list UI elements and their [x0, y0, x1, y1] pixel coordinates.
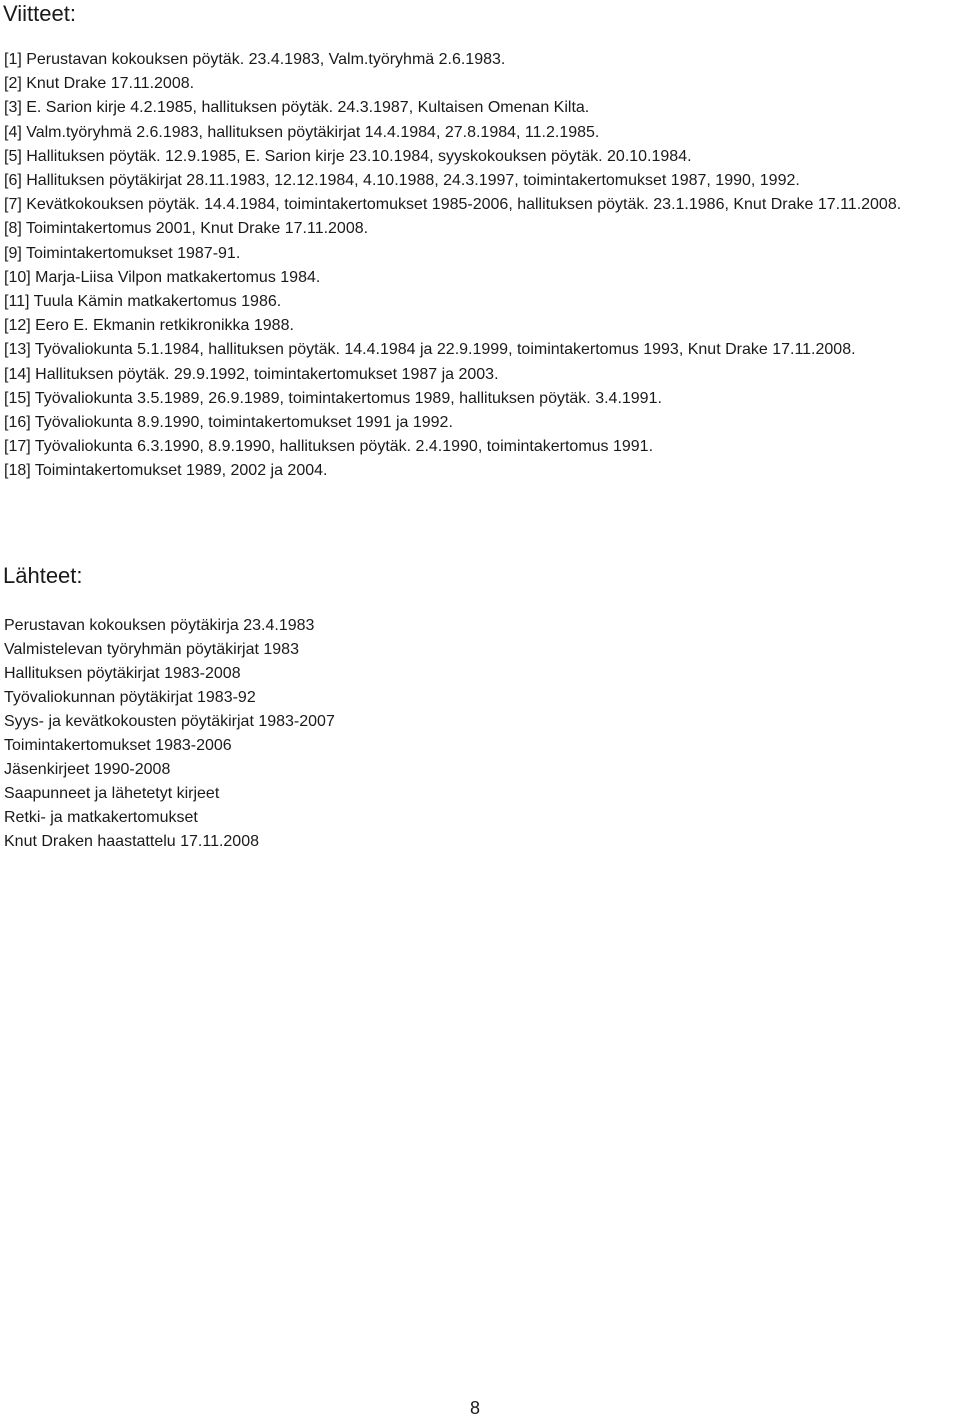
source-item: Hallituksen pöytäkirjat 1983-2008 — [4, 665, 241, 682]
source-item: Syys- ja kevätkokousten pöytäkirjat 1983-2007 — [4, 713, 335, 730]
reference-item: [2] Knut Drake 17.11.2008. — [4, 75, 195, 93]
source-item: Retki- ja matkakertomukset — [4, 809, 198, 826]
references-heading: Viitteet: — [3, 1, 76, 26]
reference-item: [6] Hallituksen pöytäkirjat 28.11.1983, 12.12.1984, 4.10.1988, 24.3.1997, toimintakertomukset 1987, 1990, 1992. — [4, 172, 800, 190]
sources-list — [4, 614, 904, 854]
reference-item: [13] Työvaliokunta 5.1.1984, hallituksen pöytäk. 14.4.1984 ja 22.9.1999, toimintakertomus 1993, Knut Drake 17.11.2008. — [4, 341, 856, 359]
source-item: Saapunneet ja lähetetyt kirjeet — [4, 785, 220, 802]
reference-item: [17] Työvaliokunta 6.3.1990, 8.9.1990, hallituksen pöytäk. 2.4.1990, toimintakertomus 1991. — [4, 438, 654, 456]
sources-heading: Lähteet: — [3, 563, 83, 588]
reference-item: [12] Eero E. Ekmanin retkikronikka 1988. — [4, 317, 294, 335]
reference-item: [15] Työvaliokunta 3.5.1989, 26.9.1989, toimintakertomus 1989, hallituksen pöytäk. 3.4.1991. — [4, 389, 662, 407]
reference-item: [14] Hallituksen pöytäk. 29.9.1992, toimintakertomukset 1987 ja 2003. — [4, 365, 499, 383]
reference-item: [3] E. Sarion kirje 4.2.1985, hallituksen pöytäk. 24.3.1987, Kultaisen Omenan Kilta. — [4, 99, 590, 117]
source-item: Työvaliokunnan pöytäkirjat 1983-92 — [4, 689, 256, 706]
reference-item: [1] Perustavan kokouksen pöytäk. 23.4.1983, Valm.työryhmä 2.6.1983. — [4, 51, 506, 68]
source-item: Toimintakertomukset 1983-2006 — [4, 737, 232, 754]
reference-item: [7] Kevätkokouksen pöytäk. 14.4.1984, toimintakertomukset 1985-2006, hallituksen pöytäk. 23.1.1986, Knut Drake 17.11.2008. — [4, 196, 902, 214]
reference-item: [4] Valm.työryhmä 2.6.1983, hallituksen pöytäkirjat 14.4.1984, 27.8.1984, 11.2.1985. — [4, 123, 600, 141]
reference-item: [11] Tuula Kämin matkakertomus 1986. — [4, 293, 282, 311]
reference-item: [18] Toimintakertomukset 1989, 2002 ja 2004. — [4, 462, 328, 480]
reference-item: [16] Työvaliokunta 8.9.1990, toimintakertomukset 1991 ja 1992. — [4, 414, 453, 432]
source-item: Knut Draken haastattelu 17.11.2008 — [4, 833, 259, 850]
source-item: Jäsenkirjeet 1990-2008 — [4, 761, 171, 778]
reference-item: [10] Marja-Liisa Vilpon matkakertomus 1984. — [4, 268, 321, 286]
reference-item: [9] Toimintakertomukset 1987-91. — [4, 244, 241, 262]
reference-item: [8] Toimintakertomus 2001, Knut Drake 17.11.2008. — [4, 220, 369, 238]
references-list — [4, 48, 958, 484]
reference-item: [5] Hallituksen pöytäk. 12.9.1985, E. Sarion kirje 23.10.1984, syyskokouksen pöytäk. 20.10.1984. — [4, 147, 692, 165]
page-number: 8 — [470, 1398, 481, 1418]
source-item: Perustavan kokouksen pöytäkirja 23.4.1983 — [4, 617, 315, 634]
source-item: Valmistelevan työryhmän pöytäkirjat 1983 — [4, 641, 299, 658]
